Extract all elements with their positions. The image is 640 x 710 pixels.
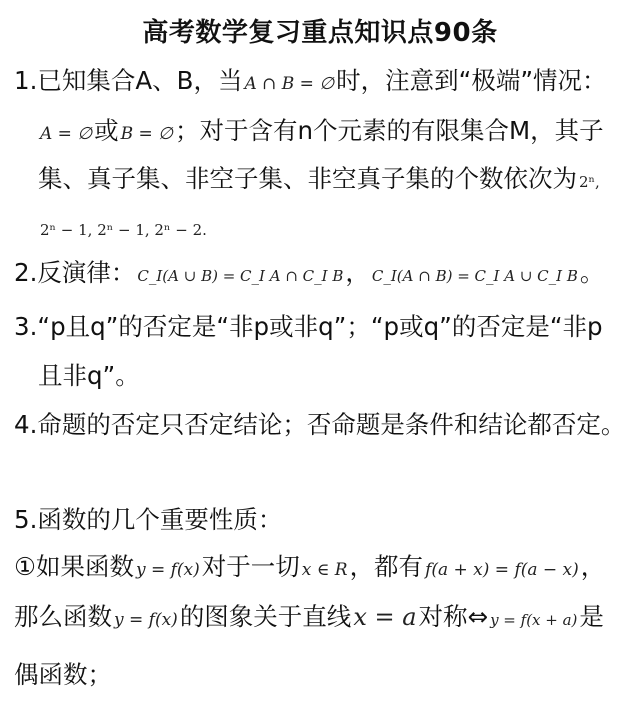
item-5-text-h: 对称⇔: [418, 602, 489, 631]
item-5-line-2: [14, 602, 604, 635]
formula-y-equals-fx-2: y = f(x): [114, 610, 178, 630]
formula-b-empty: B = ∅: [120, 124, 173, 144]
formula-a-intersect-b-empty: A ∩ B = ∅: [244, 74, 335, 94]
formula-de-morgan-union: C_I(A ∪ B) = C_I A ∩ C_I B: [137, 267, 344, 285]
formula-x-in-r: x ∈ R: [301, 560, 348, 580]
formula-symmetry-condition: f(a + x) = f(a − x): [425, 560, 579, 580]
item-2-text-c: 。: [579, 258, 605, 287]
item-1-line-3: [38, 164, 602, 197]
item-1-text-d: ；对于含有n个元素的有限集合M，其子: [175, 116, 604, 145]
item-5-text-e: ，: [580, 552, 606, 581]
item-3-text-b: 且非q”。: [38, 361, 140, 390]
item-5-text-b: ①如果函数: [14, 552, 134, 581]
item-1-line-4: [38, 212, 209, 245]
item-1-line-1: [14, 66, 607, 99]
item-1-text-b: 时，注意到“极端”情况：: [336, 66, 607, 95]
formula-de-morgan-intersection: C_I(A ∩ B) = C_I A ∪ C_I B: [371, 267, 578, 285]
item-5-line-1: [14, 552, 605, 585]
item-5-text-f: 那么函数: [14, 602, 112, 631]
item-2-text-b: ，: [345, 258, 370, 287]
formula-2-power-n: 2ⁿ,: [579, 173, 600, 191]
item-3-line-1: [14, 312, 603, 342]
item-4-text-a: 4.命题的否定只否定结论；否命题是条件和结论都否定。: [14, 410, 626, 439]
item-5-heading: [14, 505, 282, 535]
page-title: 高考数学复习重点知识点90条: [142, 18, 498, 48]
item-5-text-c: 对于一切: [201, 552, 300, 581]
item-1-text-e: 集、真子集、非空子集、非空真子集的个数依次为: [38, 164, 577, 193]
formula-a-empty: A = ∅: [40, 124, 93, 144]
formula-subset-counts: 2ⁿ − 1, 2ⁿ − 1, 2ⁿ − 2.: [40, 221, 207, 239]
item-5-text-j: 偶函数；: [14, 660, 112, 689]
formula-y-equals-f-x-plus-a: y = f(x + a): [490, 611, 578, 629]
item-3-line-2: [38, 361, 140, 391]
item-5-text-i: 是: [579, 602, 604, 631]
item-2-line-1: [14, 258, 604, 291]
item-1-line-2: [38, 116, 604, 149]
item-5-text-a: 5.函数的几个重要性质：: [14, 505, 283, 534]
item-2-text-a: 2.反演律：: [14, 258, 136, 287]
item-1-text-a: 1.已知集合A、B，当: [14, 66, 243, 95]
item-3-text-a: 3.“p且q”的否定是“非p或非q”；“p或q”的否定是“非p: [14, 312, 603, 341]
item-1-text-c: 或: [94, 116, 119, 145]
formula-x-equals-a: x = a: [353, 603, 417, 631]
item-4-line-1: [14, 410, 625, 440]
item-5-text-d: ，都有: [349, 552, 424, 581]
item-5-line-3: [14, 660, 112, 690]
item-5-text-g: 的图象关于直线: [179, 602, 352, 631]
formula-y-equals-fx: y = f(x): [135, 560, 200, 580]
